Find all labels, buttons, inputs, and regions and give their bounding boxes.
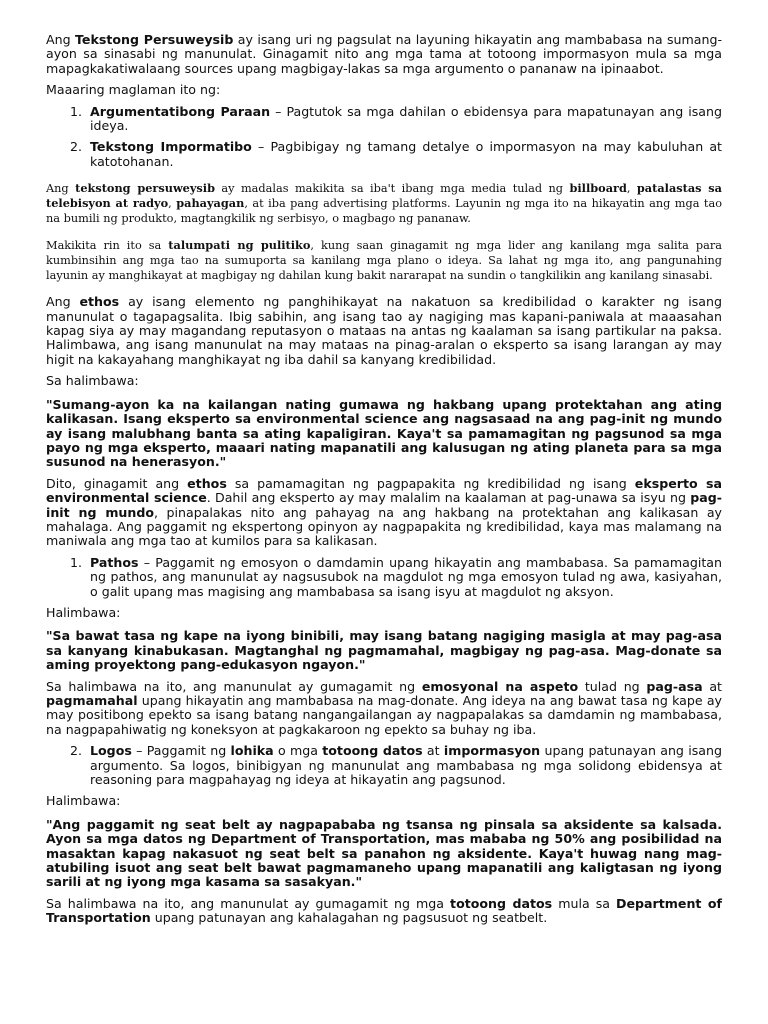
ethos-quote: "Sumang-ayon ka na kailangan nating gumawa ng hakbang upang protektahan ang ating kalikasan. Isang eksperto sa environmental science ang nagsasaad na ang pag-init ng mundo ay isang malubhang banta sa ating kapaligiran. Kaya't sa pamamagitan ng pagsunod sa mga payo ng mga eksperto, maaari nating mapanatili ang kalusugan ng ating planeta para sa mga susunod na henerasyon."	[46, 396, 722, 470]
pathos-quote: "Sa bawat tasa ng kape na iyong binibili, may isang batang nagiging masigla at may pag-asa sa kanyang kinabukasan. Magtanghal ng pagmamahal, magbigay ng pag-asa. Mag-donate sa aming proyektong pang-edukasyon ngayon."	[46, 628, 722, 673]
pathos-item: 1. Pathos – Paggamit ng emosyon o damdamin upang hikayatin ang mambabasa. Sa pamamagitan ng pathos, ang manunulat ay nagsusubok na magdulot ng mga emosyon tulad ng awa, kasiyahan, o galit upang mas magising ang mambabasa sa isang isyu at magdulot ng aksyon.	[69, 554, 722, 599]
ethos-paragraph: Ang ethos ay isang elemento ng panghihikayat na nakatuon sa kredibilidad o karakter ng isang manunulat o tagapagsalita. Ibig sabihin, ang isang tao ay nagiging mas kapani-paniwala at maaasahan kapag siya ay may magandang reputasyon o mataas na antas ng kaalaman sa isang partikular na paksa. Halimbawa, ang isang manunulat na may mataas na pinag-aralan o eksperto sa isang larangan ay may higit na kakayahang manghikayat ng iba dahil sa kanyang kredibilidad.	[46, 294, 722, 367]
list-item: 2. Tekstong Impormatibo – Pagbibigay ng tamang detalye o impormasyon na may kabuluhan at katotohanan.	[69, 139, 722, 169]
logos-item: 2. Logos – Paggamit ng lohika o mga totoong datos at impormasyon upang patunayan ang isang argumento. Sa logos, binibigyan ng manunulat ang mambabasa ng mga solidong ebidensya at reasoning para magpahayag ng ideya at hikayatin ang pagsunod.	[69, 743, 722, 788]
example-label: Sa halimbawa:	[46, 373, 139, 389]
intro-paragraph: Ang Tekstong Persuweysib ay isang uri ng pagsulat na layuning hikayatin ang mambabasa na sumang-ayon sa sinasabi ng manunulat. Ginagamit nito ang mga tama at totoong impormasyon mula sa mga mapagkakatiwalaang sources upang magbigay-lakas sa mga argumento o pananaw na ipinaabot.	[46, 32, 722, 76]
example-label: Halimbawa:	[46, 793, 121, 809]
ethos-explanation: Dito, ginagamit ang ethos sa pamamagitan ng pagpapakita ng kredibilidad ng isang eksperto sa environmental science. Dahil ang eksperto ay may malalim na kaalaman at pag-unawa sa isyu ng pag-init ng mundo, pinapalakas nito ang pahayag na ang hakbang na protektahan ang kalikasan ay mahalaga. Ang paggamit ng ekspertong opinyon ay nagpapakita ng kredibilidad, kaya mas malamang na maniwala ang mga tao at kumilos para sa kalikasan.	[46, 475, 723, 549]
logos-quote: "Ang paggamit ng seat belt ay nagpapababa ng tsansa ng pinsala sa aksidente sa kalsada. Ayon sa mga datos ng Department of Transportation, mas mababa ng 50% ang posibilidad na masaktan kapag nakasuot ng seat belt sa panahon ng aksidente. Kaya't huwag nang mag-atubiling isuot ang seat belt bawat pagmamaneho upang mapanatili ang kaligtasan ng iyong sarili at ng iyong mga kasama sa sasakyan."	[46, 816, 722, 890]
media-paragraph: Ang tekstong persuweysib ay madalas makikita sa iba't ibang mga media tulad ng billboard, patalastas sa telebisyon at radyo, pahayagan, at iba pang advertising platforms. Layunin ng mga ito na hikayatin ang mga tao na bumili ng produkto, magtangkilik ng serbisyo, o magbago ng pananaw.	[46, 181, 723, 226]
logos-explanation: Sa halimbawa na ito, ang manunulat ay gumagamit ng mga totoong datos mula sa Department of Transportation upang patunayan ang kahalagahan ng pagsusuot ng seatbelt.	[46, 895, 723, 926]
list-item: 1. Argumentatibong Paraan – Pagtutok sa mga dahilan o ebidensya para mapatunayan ang isang ideya.	[69, 103, 722, 134]
content-types-list	[46, 105, 722, 170]
pathos-explanation: Sa halimbawa na ito, ang manunulat ay gumagamit ng emosyonal na aspeto tulad ng pag-asa at pagmamahal upang hikayatin ang mambabasa na mag-donate. Ang ideya na ang bawat tasa ng kape ay may positibong epekto sa isang batang nangangailangan ay nagpapalakas sa damdamin ng mambabasa, na nagpapahiwatig ng koneksyon at pagkakaroon ng epekto sa buhay ng iba.	[46, 678, 722, 737]
politics-paragraph: Makikita rin ito sa talumpati ng pulitiko, kung saan ginagamit ng mga lider ang kanilang mga salita para kumbinsihin ang mga tao na sumuporta sa kanilang mga plano o ideya. Sa lahat ng mga ito, ang pangunahing layunin ay manghikayat at magbigay ng dahilan kung bakit nararapat na sundin o tangkilikin ang kanilang sinasabi.	[46, 238, 723, 283]
list-intro: Maaaring maglaman ito ng:	[46, 82, 221, 98]
example-label: Halimbawa:	[46, 604, 121, 620]
